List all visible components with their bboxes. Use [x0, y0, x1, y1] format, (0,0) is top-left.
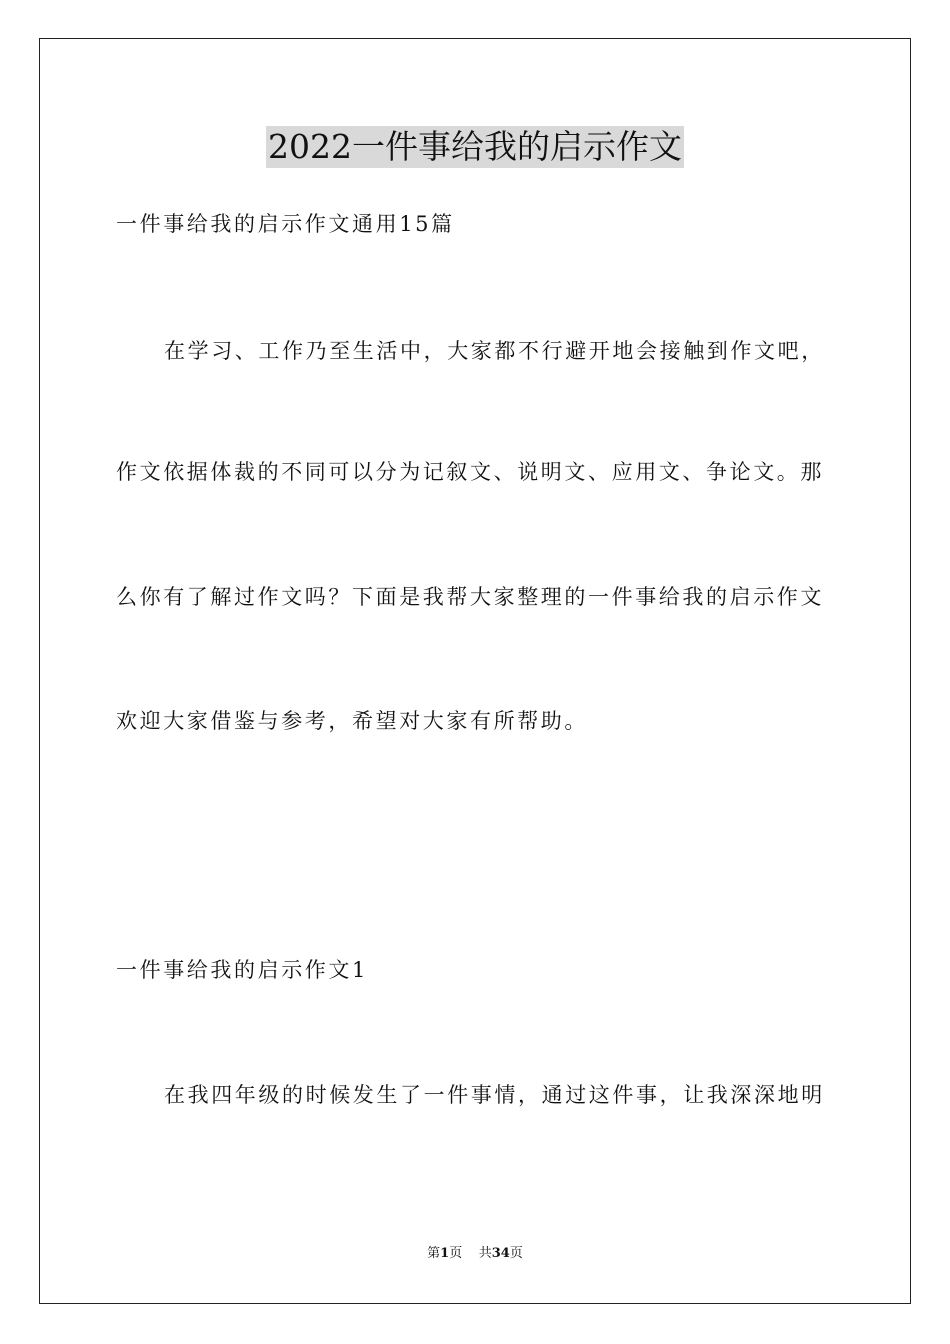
intro-line-1: 在学习、工作乃至生活中，大家都不行避开地会接触到作文吧， — [164, 339, 825, 363]
document-subtitle: 一件事给我的启示作文通用15篇 — [116, 212, 455, 236]
intro-line-2: 作文依据体裁的不同可以分为记叙文、说明文、应用文、争论文。那 — [116, 460, 824, 484]
footer-page-number: 1 — [440, 1246, 450, 1261]
footer-total-suffix: 页 — [509, 1246, 523, 1261]
intro-line-3: 么你有了解过作文吗？下面是我帮大家整理的一件事给我的启示作文 — [116, 585, 824, 609]
section-line-1: 在我四年级的时候发生了一件事情，通过这件事，让我深深地明 — [164, 1083, 825, 1107]
document-title: 2022一件事给我的启示作文 — [268, 127, 682, 166]
intro-line-4: 欢迎大家借鉴与参考，希望对大家有所帮助。 — [116, 709, 588, 733]
footer-total-prefix: 共 — [478, 1246, 492, 1261]
footer-page-suffix: 页 — [449, 1246, 463, 1261]
footer-page-prefix: 第 — [427, 1246, 441, 1261]
section-heading: 一件事给我的启示作文1 — [116, 958, 368, 982]
page-footer — [0, 1245, 950, 1263]
footer-total-pages: 34 — [491, 1246, 510, 1261]
title-container — [0, 126, 950, 168]
